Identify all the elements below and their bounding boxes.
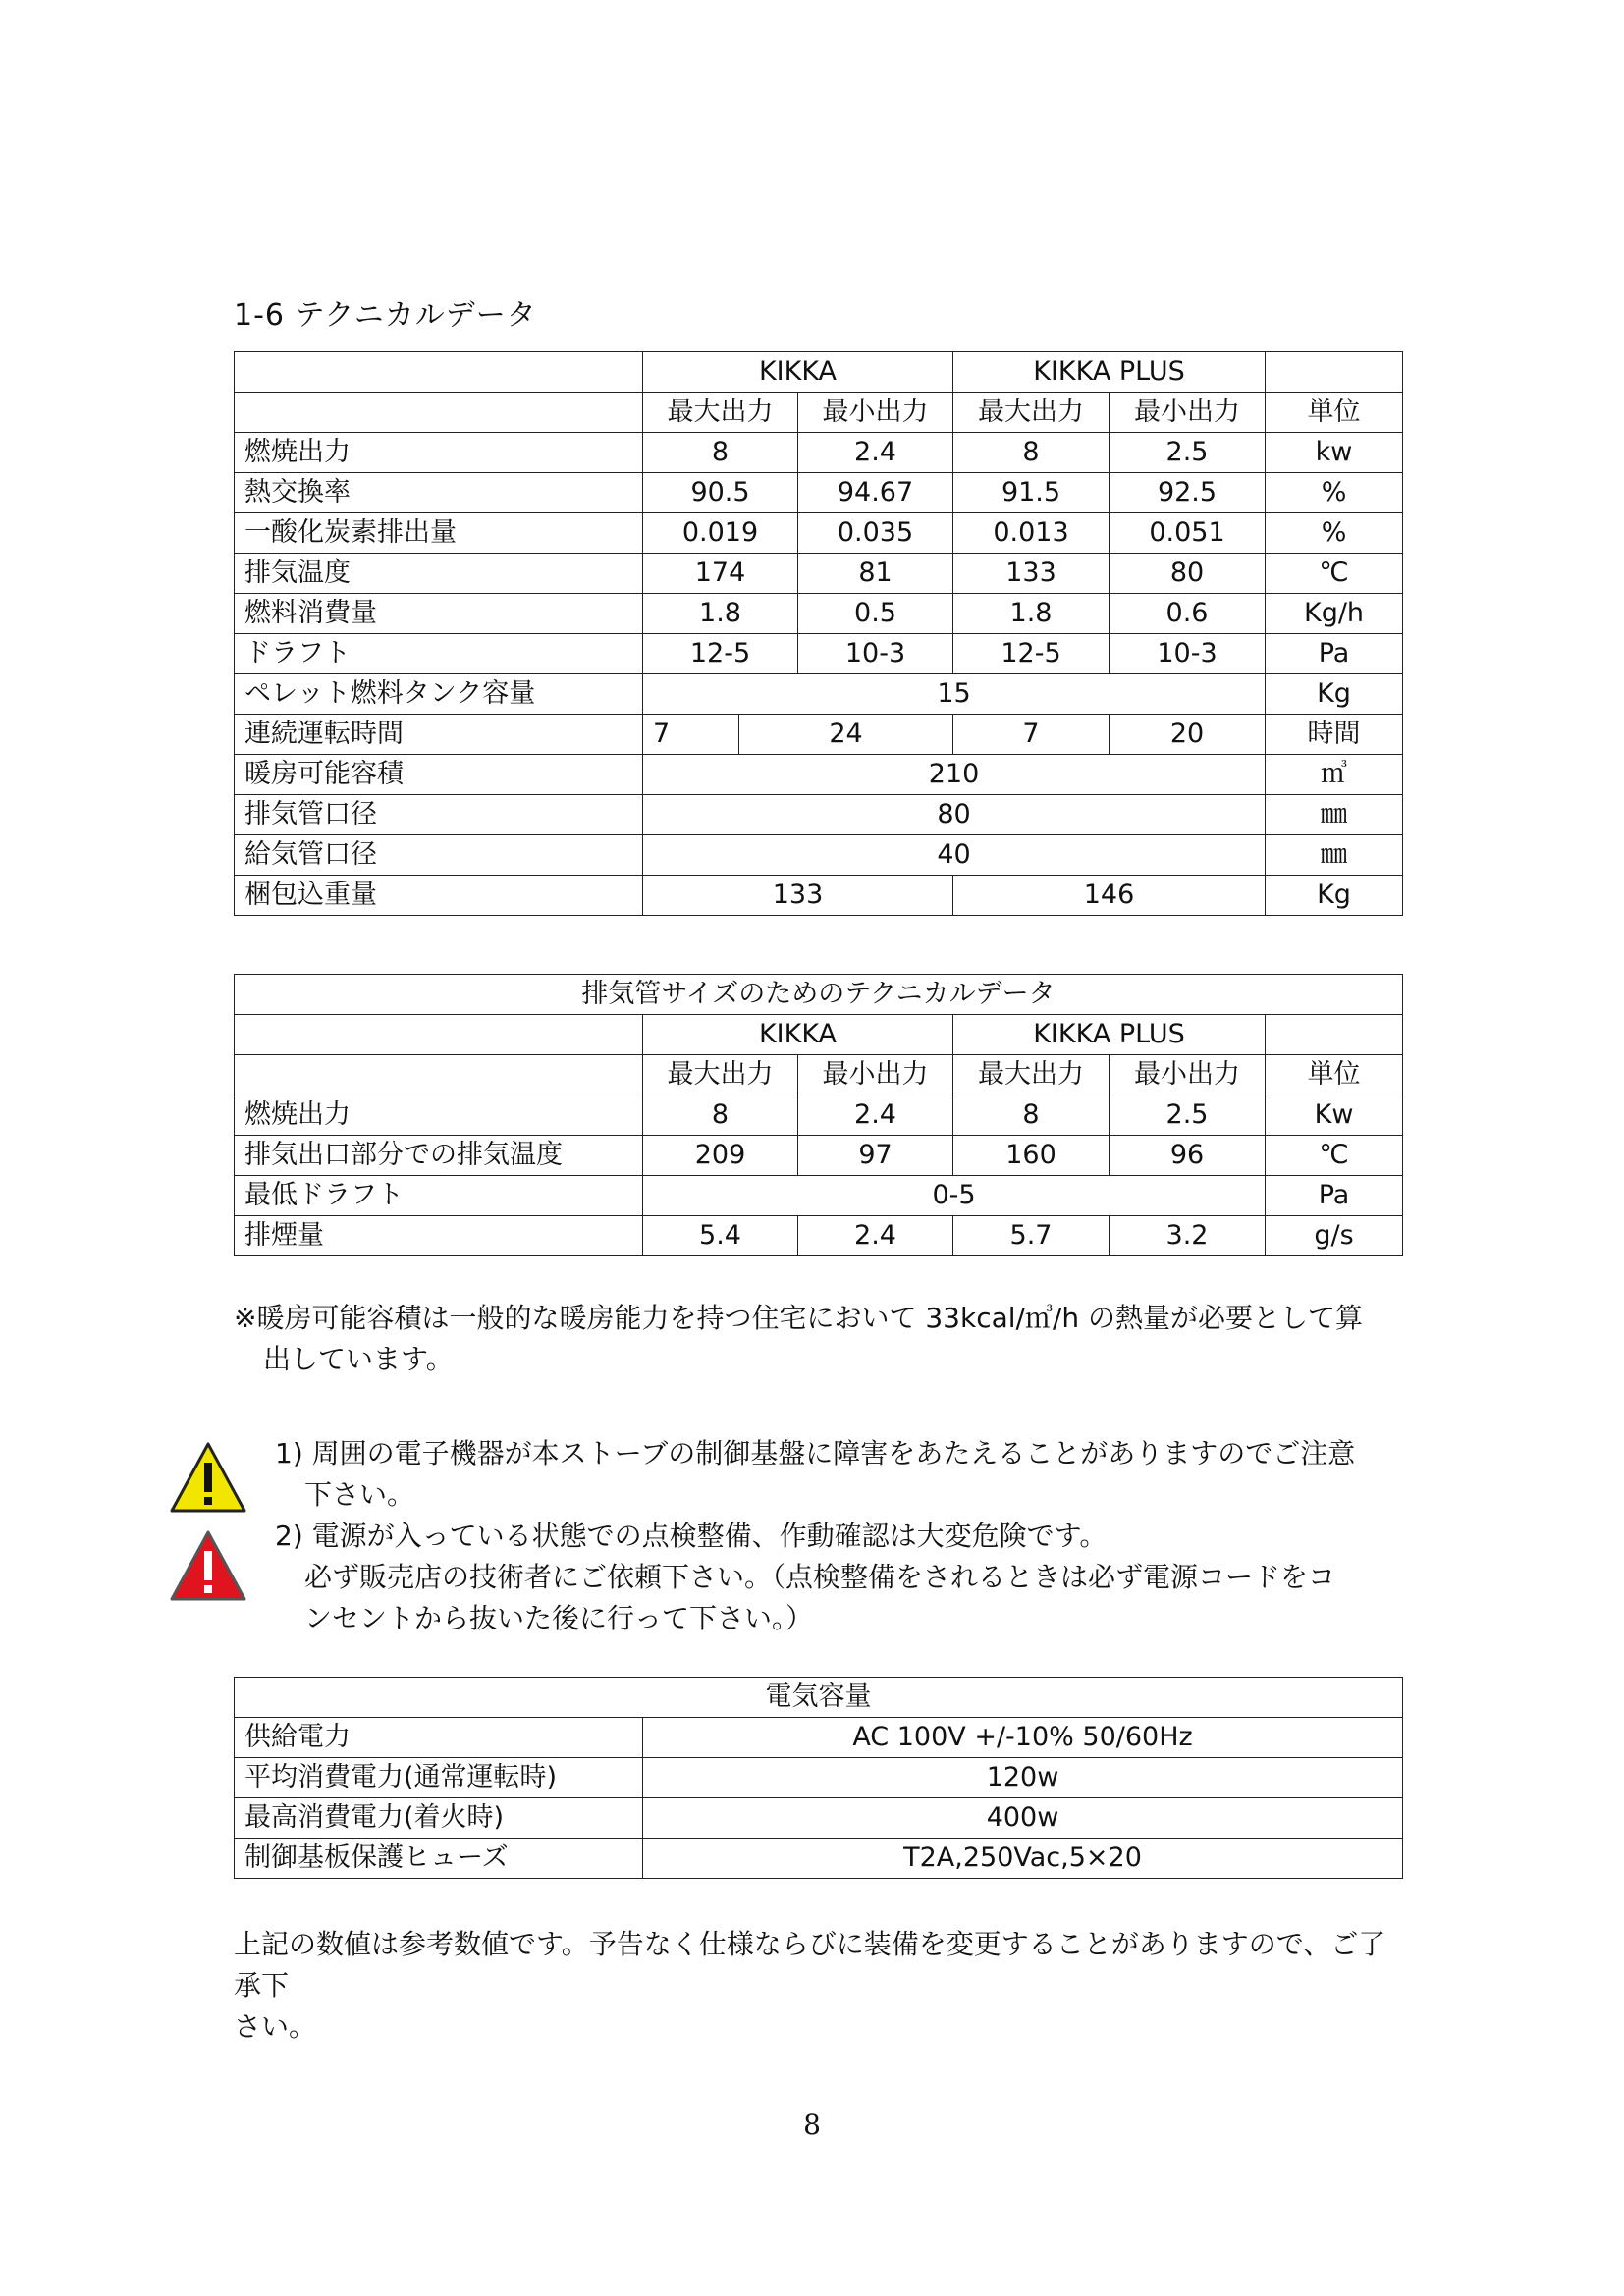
cell-value: 8 (953, 433, 1110, 473)
warning-icons (169, 1441, 249, 1602)
table-row (235, 634, 1403, 674)
warning-list (275, 1433, 1404, 1639)
cell-value: 24 (739, 715, 953, 755)
row-label: 一酸化炭素排出量 (235, 513, 643, 554)
cell-value: 12-5 (953, 634, 1110, 674)
table-row (235, 674, 1403, 715)
cell-value: 8 (953, 1095, 1110, 1136)
cell-value: 133 (953, 554, 1110, 594)
table-row (235, 1798, 1403, 1839)
row-label: 最低ドラフト (235, 1176, 643, 1216)
row-label: 排気温度 (235, 554, 643, 594)
note-line: さい。 (234, 2010, 317, 2043)
row-label: 排煙量 (235, 1216, 643, 1256)
table-row (235, 795, 1403, 835)
cell-unit: Kg (1266, 876, 1403, 916)
cell-value: 7 (953, 715, 1110, 755)
table-row (235, 1136, 1403, 1176)
table-row (235, 1055, 1403, 1095)
warning-line: ンセントから抜いた後に行って下さい。） (304, 1602, 814, 1634)
cell-value: 92.5 (1110, 473, 1266, 513)
table-row (235, 1718, 1403, 1758)
note-line: ※暖房可能容積は一般的な暖房能力を持つ住宅において 33kcal/㎥/h の熱量が必要として算 (234, 1302, 1364, 1334)
disclaimer-note (234, 1924, 1412, 2048)
cell-unit: ㎜ (1266, 795, 1403, 835)
cell-value: 81 (798, 554, 953, 594)
cell-value: 133 (643, 876, 953, 916)
row-label: ドラフト (235, 634, 643, 674)
table-row (235, 876, 1403, 916)
cell-value: 160 (953, 1136, 1110, 1176)
col-max-output: 最大出力 (953, 1055, 1110, 1095)
cell-value: 96 (1110, 1136, 1266, 1176)
heating-volume-note (234, 1298, 1412, 1380)
col-max-output: 最大出力 (643, 1055, 798, 1095)
table-row (235, 352, 1403, 393)
cell-value: 20 (1110, 715, 1266, 755)
cell-value: 10-3 (798, 634, 953, 674)
row-label: 排気出口部分での排気温度 (235, 1136, 643, 1176)
cell-value: 120w (643, 1758, 1403, 1798)
cell-value: 3.2 (1110, 1216, 1266, 1256)
cell-value: 2.4 (798, 1216, 953, 1256)
row-label: 排気管口径 (235, 795, 643, 835)
table-row (235, 1758, 1403, 1798)
col-max-output: 最大出力 (643, 393, 798, 433)
table-row (235, 1216, 1403, 1256)
cell-unit: 時間 (1266, 715, 1403, 755)
model-header-kikka: KIKKA (643, 1015, 953, 1055)
cell-value: 209 (643, 1136, 798, 1176)
cell-value: 2.5 (1110, 433, 1266, 473)
cell-unit: ㎜ (1266, 835, 1403, 876)
cell-value: 400w (643, 1798, 1403, 1839)
table-row (235, 755, 1403, 795)
cell-value: 80 (643, 795, 1266, 835)
cell-value: 7 (643, 715, 739, 755)
table-row (235, 554, 1403, 594)
table-row (235, 393, 1403, 433)
cell-unit: ㎥ (1266, 755, 1403, 795)
row-label: 供給電力 (235, 1718, 643, 1758)
row-label: 給気管口径 (235, 835, 643, 876)
page-number: 8 (803, 2109, 821, 2141)
table-row (235, 1095, 1403, 1136)
model-header-kikka-plus: KIKKA PLUS (953, 1015, 1266, 1055)
cell-value: 210 (643, 755, 1266, 795)
warning-line: 2) 電源が入っている状態での点検整備、作動確認は大変危険です。 (275, 1520, 1108, 1552)
electric-capacity-table (234, 1677, 1403, 1879)
cell-unit: g/s (1266, 1216, 1403, 1256)
table-title: 電気容量 (235, 1678, 1403, 1718)
model-header-kikka: KIKKA (643, 352, 953, 393)
col-unit: 単位 (1266, 1055, 1403, 1095)
cell-unit: % (1266, 473, 1403, 513)
row-label: ペレット燃料タンク容量 (235, 674, 643, 715)
table-row (235, 835, 1403, 876)
table-row (235, 1678, 1403, 1718)
cell-value: 80 (1110, 554, 1266, 594)
table-row (235, 433, 1403, 473)
cell-value: 5.7 (953, 1216, 1110, 1256)
col-min-output: 最小出力 (798, 1055, 953, 1095)
cell-value: 2.4 (798, 1095, 953, 1136)
row-label: 制御基板保護ヒューズ (235, 1839, 643, 1879)
cell-value: 146 (953, 876, 1266, 916)
row-label: 熱交換率 (235, 473, 643, 513)
row-label: 連続運転時間 (235, 715, 643, 755)
col-min-output: 最小出力 (1110, 393, 1266, 433)
cell-value: 10-3 (1110, 634, 1266, 674)
warning-triangle-icon (169, 1441, 247, 1514)
note-line: 出しています。 (263, 1343, 454, 1375)
model-header-kikka-plus: KIKKA PLUS (953, 352, 1266, 393)
table-row (235, 1839, 1403, 1879)
cell-value: 174 (643, 554, 798, 594)
cell-value: 0.5 (798, 594, 953, 634)
cell-unit: Pa (1266, 634, 1403, 674)
cell-unit: kw (1266, 433, 1403, 473)
cell-value: T2A,250Vac,5×20 (643, 1839, 1403, 1879)
cell-value: 12-5 (643, 634, 798, 674)
row-label: 梱包込重量 (235, 876, 643, 916)
col-min-output: 最小出力 (1110, 1055, 1266, 1095)
warning-line: 1) 周囲の電子機器が本ストーブの制御基盤に障害をあたえることがありますのでご注意 (275, 1437, 1356, 1469)
row-label: 最高消費電力(着火時) (235, 1798, 643, 1839)
cell-value: 8 (643, 433, 798, 473)
cell-value: 0.019 (643, 513, 798, 554)
row-label: 平均消費電力(通常運転時) (235, 1758, 643, 1798)
row-label: 燃焼出力 (235, 1095, 643, 1136)
table-row (235, 975, 1403, 1015)
cell-unit: ℃ (1266, 1136, 1403, 1176)
table-row (235, 594, 1403, 634)
row-label: 燃焼出力 (235, 433, 643, 473)
cell-unit: Kw (1266, 1095, 1403, 1136)
cell-value: 2.4 (798, 433, 953, 473)
cell-value: 90.5 (643, 473, 798, 513)
warning-line: 下さい。 (304, 1478, 415, 1511)
cell-unit: % (1266, 513, 1403, 554)
cell-value: 2.5 (1110, 1095, 1266, 1136)
danger-triangle-icon (169, 1529, 247, 1602)
col-unit: 単位 (1266, 393, 1403, 433)
note-line: 上記の数値は参考数値です。予告なく仕様ならびに装備を変更することがありますので、ご了承下 (234, 1928, 1386, 2002)
cell-value: 5.4 (643, 1216, 798, 1256)
cell-value: 1.8 (953, 594, 1110, 634)
cell-value: 0.035 (798, 513, 953, 554)
cell-unit: ℃ (1266, 554, 1403, 594)
section-title: 1-6 テクニカルデータ (234, 298, 537, 333)
cell-unit: Pa (1266, 1176, 1403, 1216)
table-row (235, 715, 1403, 755)
cell-value: 0.6 (1110, 594, 1266, 634)
table-row (235, 513, 1403, 554)
cell-value: 15 (643, 674, 1266, 715)
col-max-output: 最大出力 (953, 393, 1110, 433)
table-row (235, 1176, 1403, 1216)
row-label: 暖房可能容積 (235, 755, 643, 795)
table-row (235, 1015, 1403, 1055)
row-label: 燃料消費量 (235, 594, 643, 634)
technical-data-table (234, 351, 1403, 916)
cell-value: AC 100V +/-10% 50/60Hz (643, 1718, 1403, 1758)
table-row (235, 473, 1403, 513)
cell-value: 0-5 (643, 1176, 1266, 1216)
cell-value: 94.67 (798, 473, 953, 513)
cell-unit: Kg/h (1266, 594, 1403, 634)
cell-value: 91.5 (953, 473, 1110, 513)
cell-value: 97 (798, 1136, 953, 1176)
cell-value: 0.051 (1110, 513, 1266, 554)
cell-value: 40 (643, 835, 1266, 876)
table-title: 排気管サイズのためのテクニカルデータ (235, 975, 1403, 1015)
cell-value: 8 (643, 1095, 798, 1136)
cell-value: 0.013 (953, 513, 1110, 554)
cell-unit: Kg (1266, 674, 1403, 715)
cell-value: 1.8 (643, 594, 798, 634)
col-min-output: 最小出力 (798, 393, 953, 433)
flue-data-table (234, 974, 1403, 1256)
warning-line: 必ず販売店の技術者にご依頼下さい。（点検整備をされるときは必ず電源コードをコ (304, 1561, 1336, 1593)
